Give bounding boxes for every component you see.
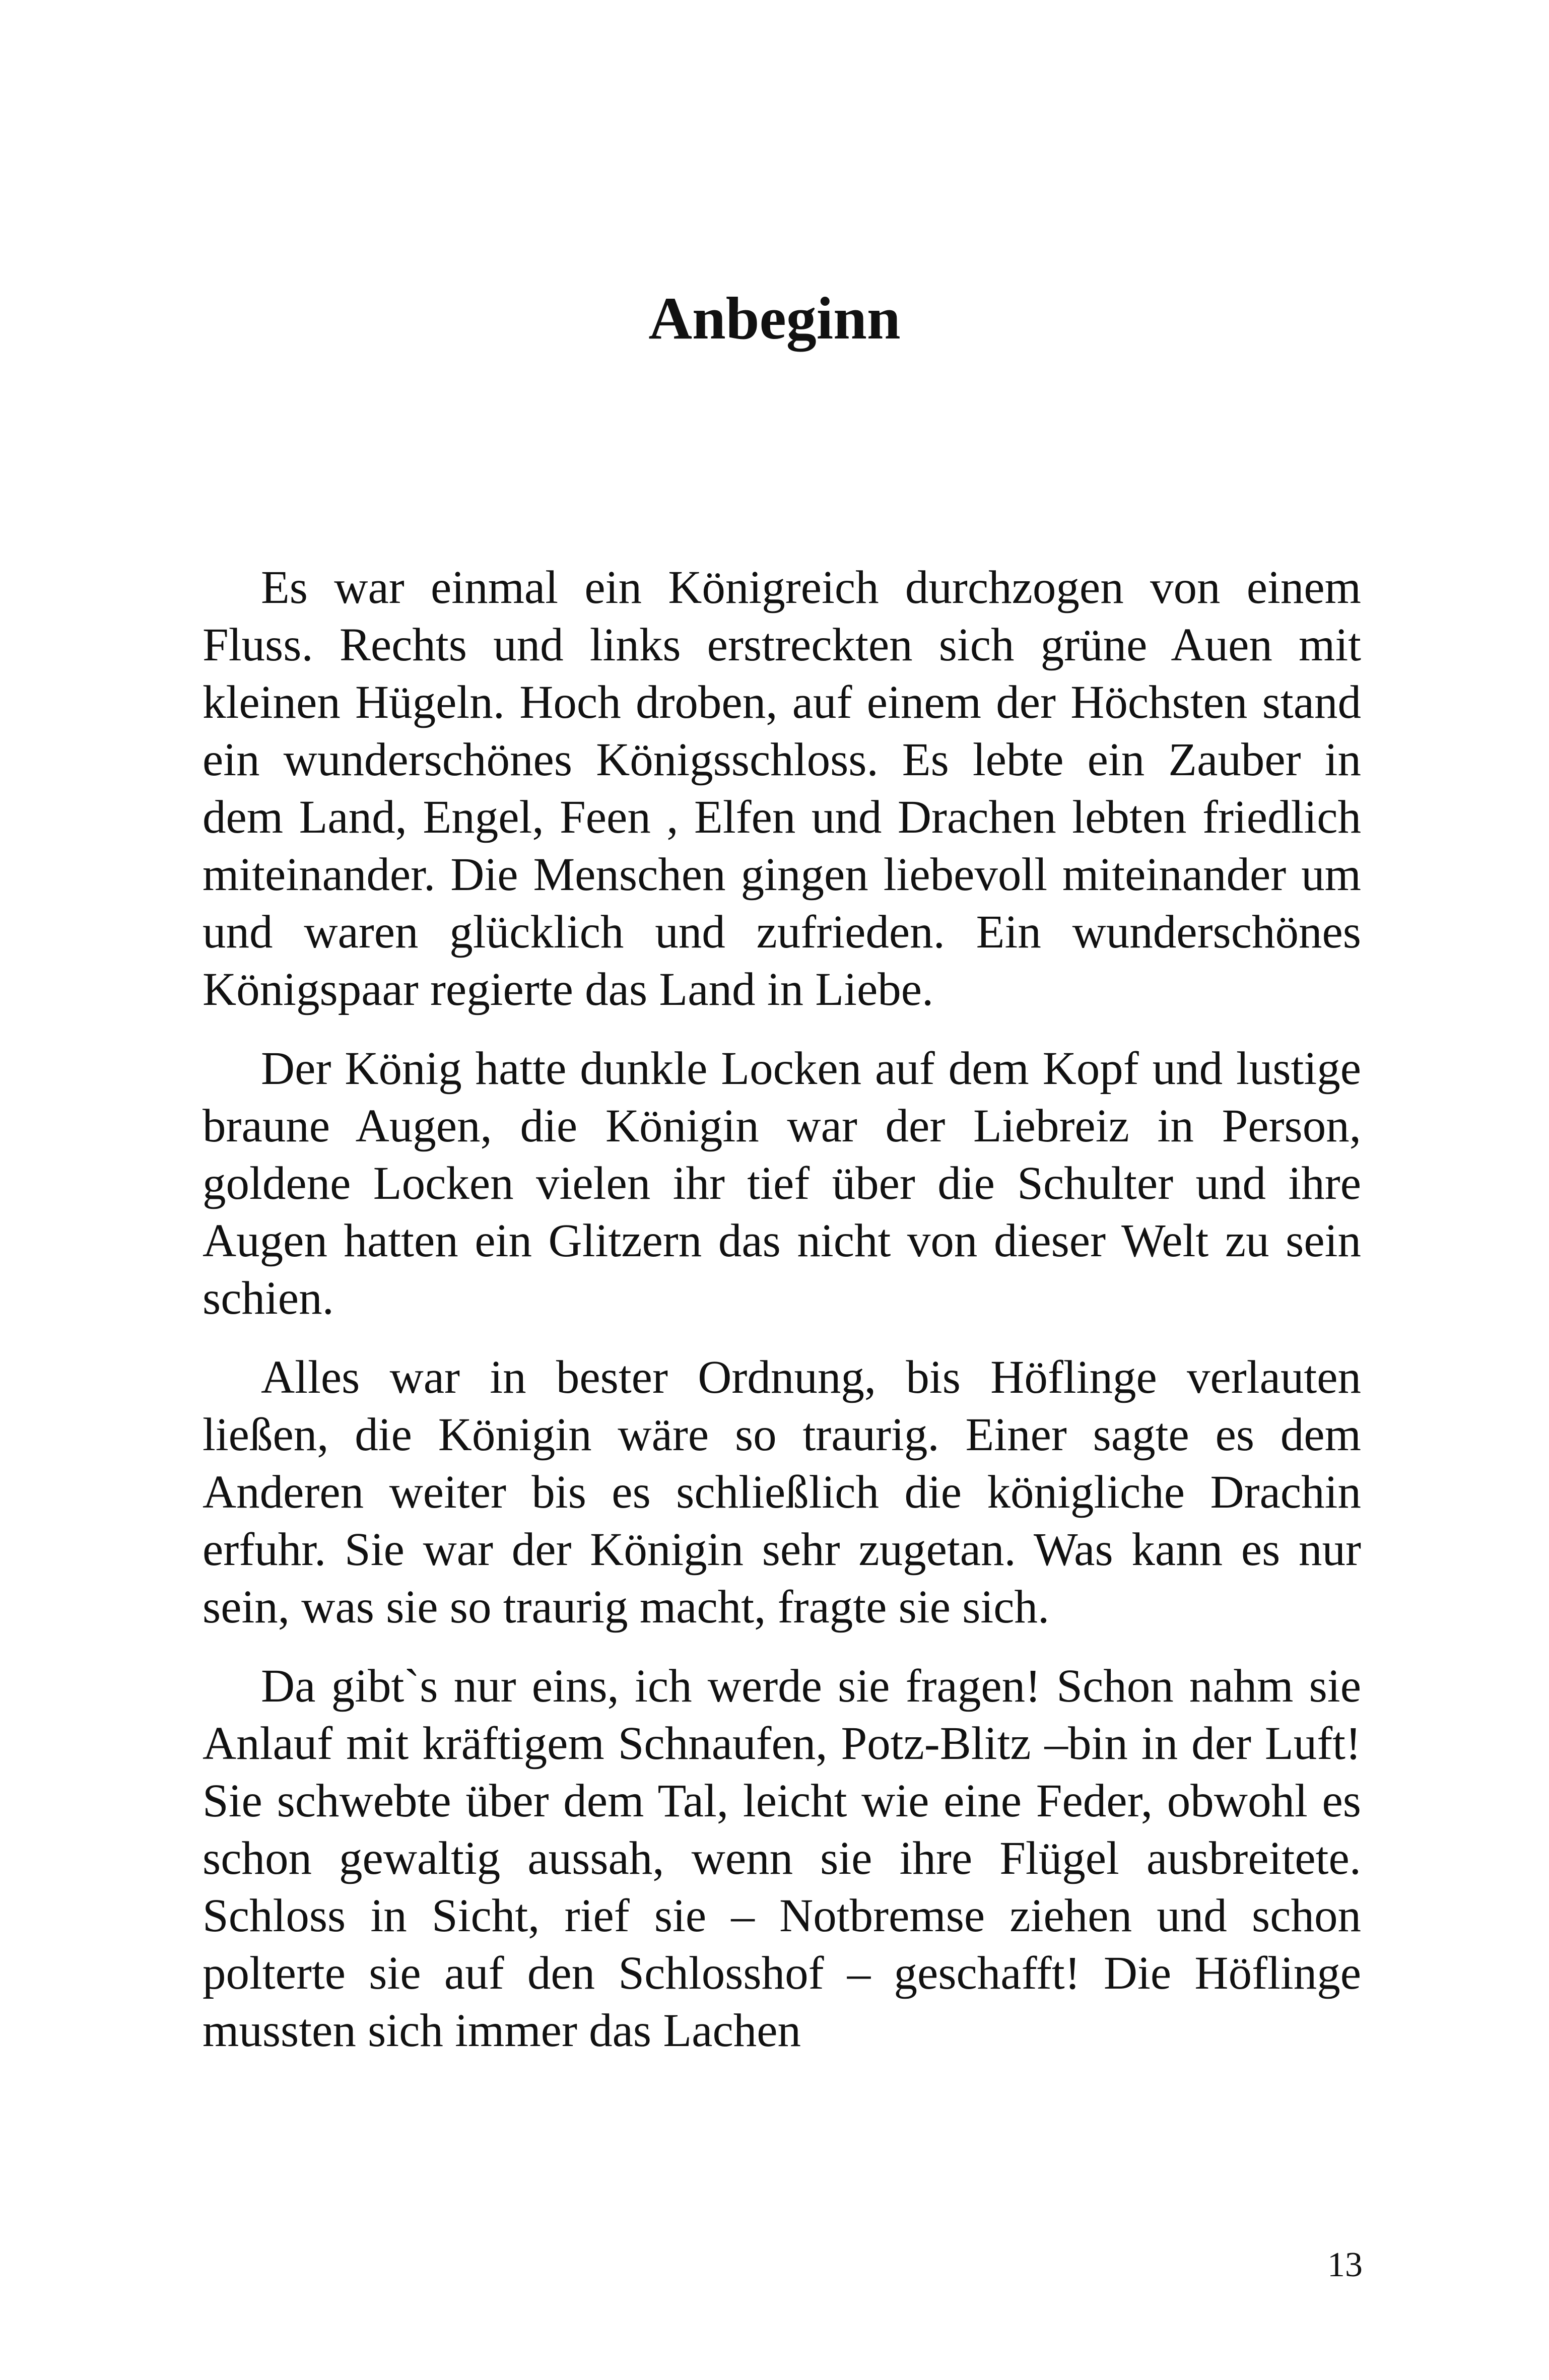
page-number: 13 (1327, 2246, 1363, 2284)
paragraph-1: Es war einmal ein Königreich durchzogen von einem Fluss. Rechts und links erstreckten sich grüne Auen mit kleinen Hügeln. Hoch droben, auf einem der Höchsten stand ein wunderschönes Königsschloss. Es lebte ein Zauber in dem Land, Engel, Feen , Elfen und Drachen lebten friedlich miteinander. Die Menschen gingen liebevoll miteinander um und waren glücklich und zufrieden. Ein wunderschönes Königspaar regierte das Land in Liebe. (203, 562, 1361, 1015)
body-text (203, 559, 1361, 2060)
paragraph-2: Der König hatte dunkle Locken auf dem Kopf und lustige braune Augen, die Königin war der Liebreiz in Person, goldene Locken vielen ihr tief über die Schulter und ihre Augen hatten ein Glitzern das nicht von dieser Welt zu sein schien. (203, 1043, 1361, 1324)
paragraph-4: Da gibt`s nur eins, ich werde sie fragen! Schon nahm sie Anlauf mit kräftigem Schnaufen, Potz-Blitz –bin in der Luft! Sie schwebte über dem Tal, leicht wie eine Feder, obwohl es schon gewaltig aussah, wenn sie ihre Flügel ausbreitete. Schloss in Sicht, rief sie – Notbremse ziehen und schon polterte sie auf den Schlosshof – geschafft! Die Höflinge mussten sich immer das Lachen (203, 1660, 1361, 2057)
chapter-title: Anbeginn (648, 285, 901, 352)
paragraph-3: Alles war in bester Ordnung, bis Höflinge verlauten ließen, die Königin wäre so traurig. Einer sagte es dem Anderen weiter bis es schließlich die königliche Drachin erfuhr. Sie war der Königin sehr zugetan. Was kann es nur sein, was sie so traurig macht, fragte sie sich. (203, 1351, 1361, 1633)
